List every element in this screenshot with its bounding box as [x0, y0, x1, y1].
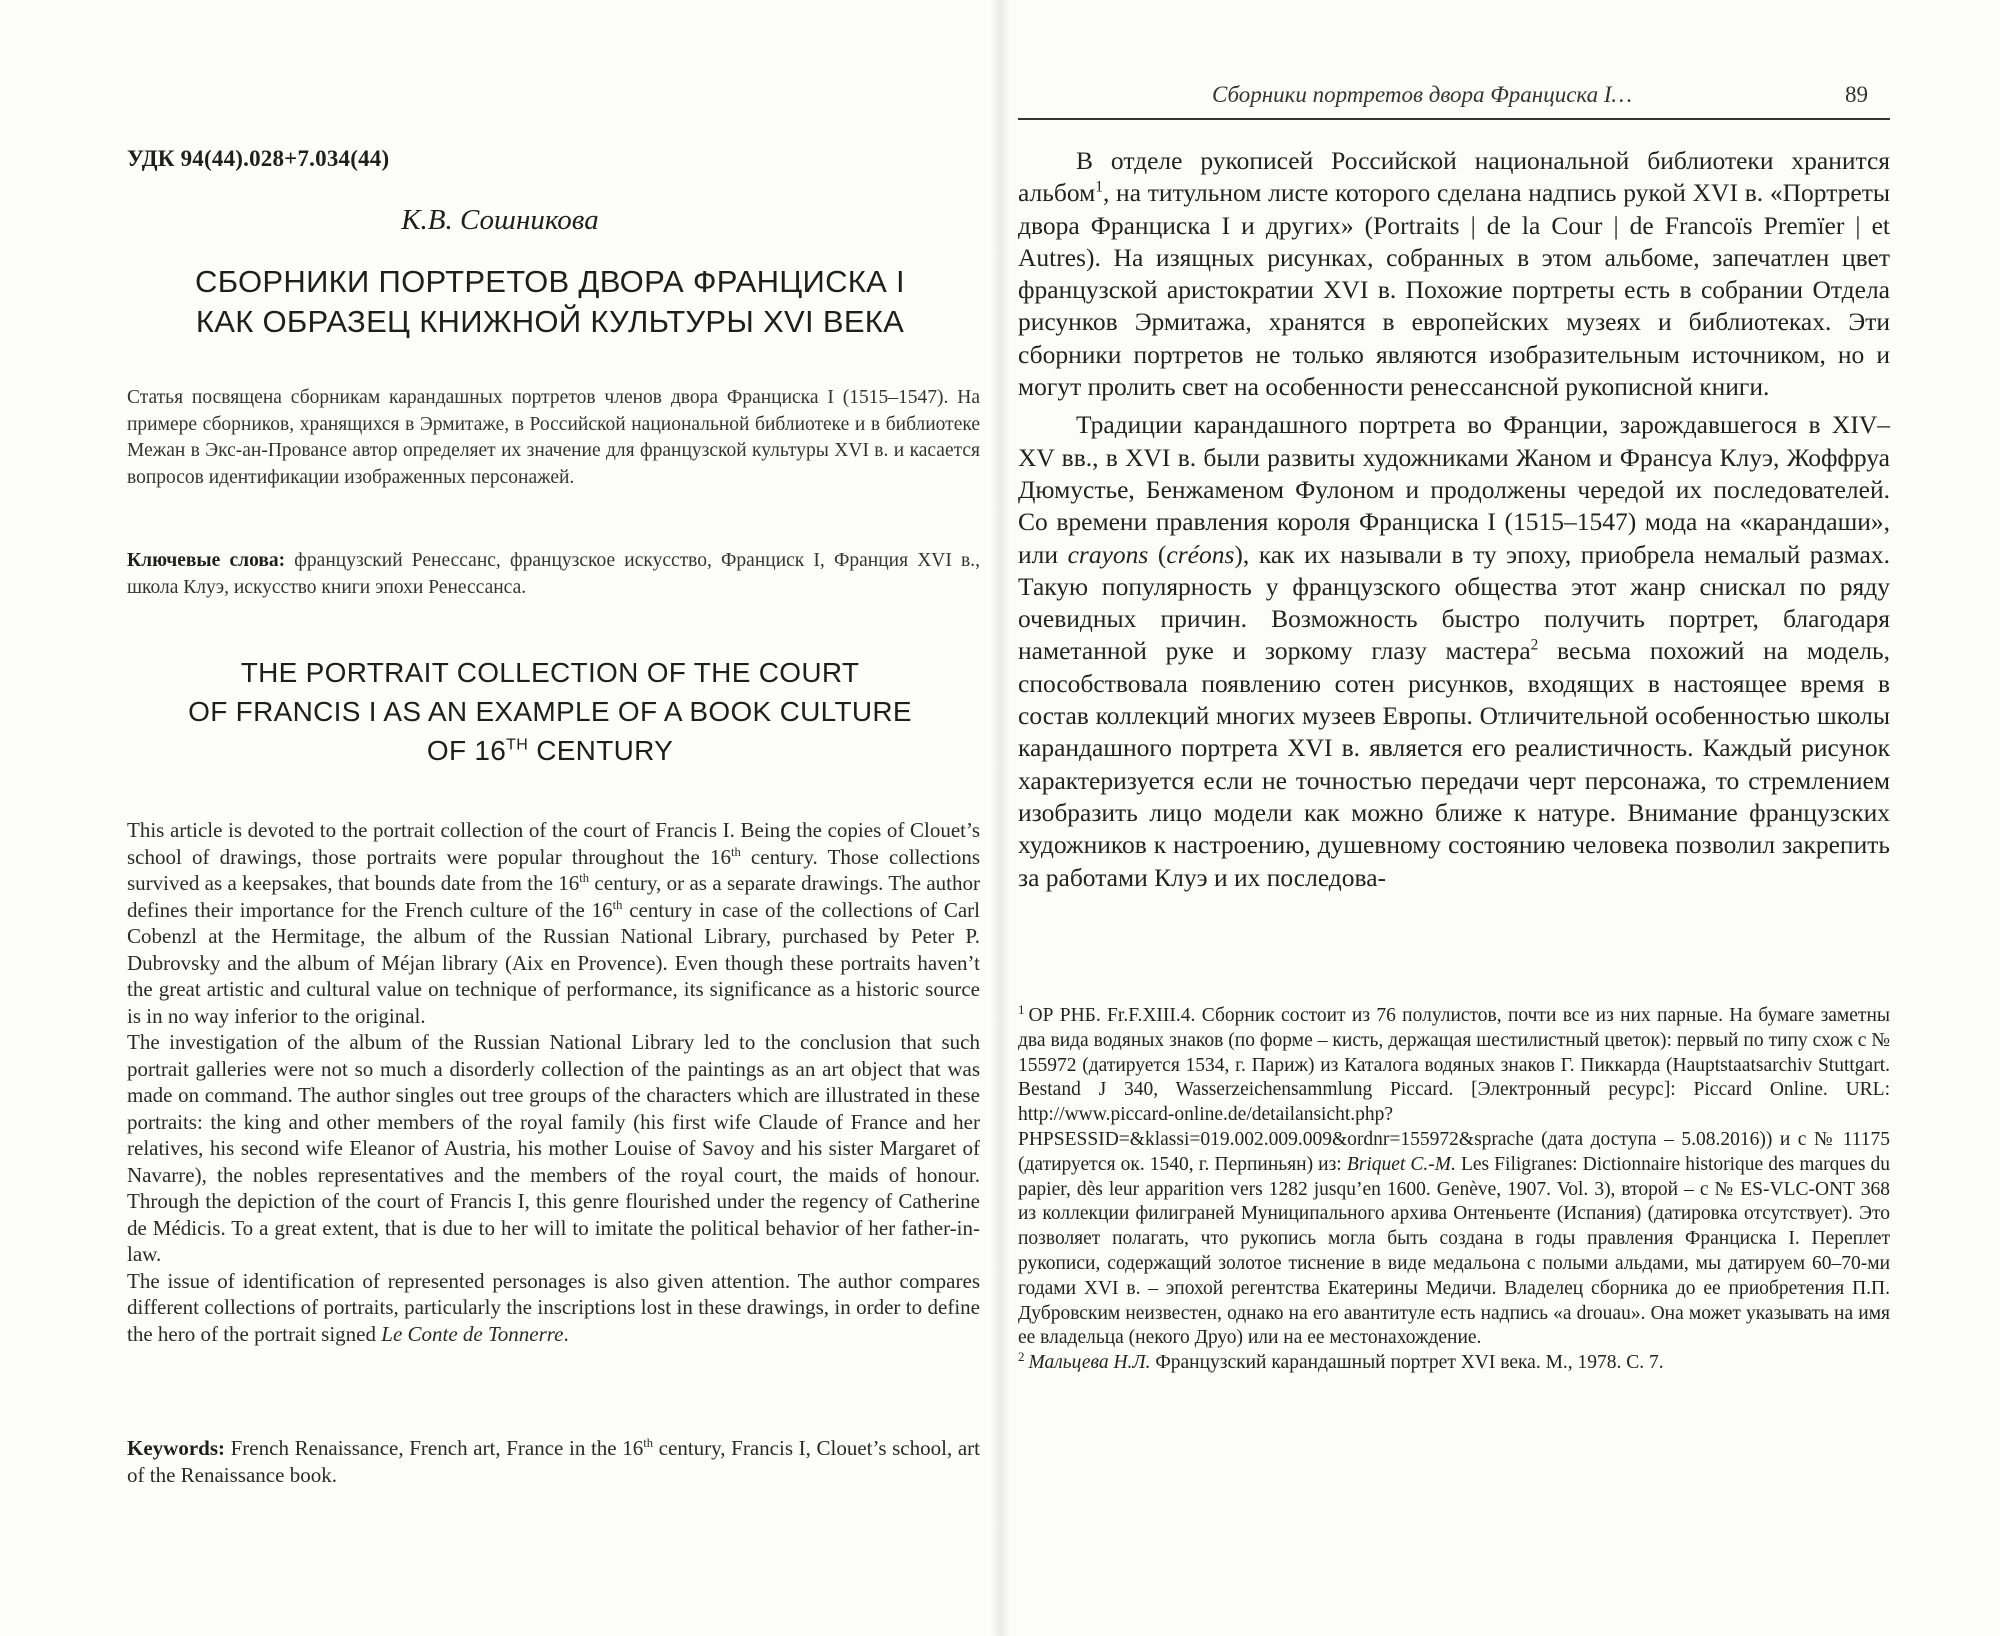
title-russian	[120, 262, 980, 342]
footnote-1-italic: Briquet C.-M.	[1346, 1153, 1456, 1175]
abstract-en-p1-part-a: This article is devoted to the portrait collection of the court of Francis I. Being the copies of Clouet’s school of drawings, those portraits were popular throughout the 16	[127, 818, 980, 869]
running-title: Сборники портретов двора Франциска I…	[1212, 82, 1632, 107]
keywords-ru-text: французский Ренессанс, французское искусство, Франциск I, Франция XVI в., школа Клуэ, искусство книги эпохи Ренессанса.	[127, 550, 980, 598]
abstract-en-p3-italic: Le Conte de Tonnerre	[381, 1321, 564, 1346]
udc-code: УДК 94(44).028+7.034(44)	[127, 146, 390, 171]
title-en-line-3-start: OF 16	[426, 735, 507, 766]
footnote-1-part-b: Les Filigranes: Dictionnaire historique des marques du papier, dès leur apparition vers 1282 jusqu’en 1600. Genève, 1907. Vol. 3), второй – с № ES-VLC-ONT 368 из коллекции филиграней Муниципального архива Онтеньенте (Испания) (датировка отсутствует). Это позволяет полагать, что рукопись могла быть создана в годы правления Франциска I. Переплет рукописи, содержащий золотое тиснение в виде медальона с полыми альдами, мы датируем 60–70-ми годами XVI в. – эпохой регентства Екатерины Медичи. Владелец сборника до ее приобретения П.П. Дубровским неизвестен, однако на его авантитуле есть надпись «a drouau». Она может указывать на имя ее владельца (некого Друо) или на ее местонахождение.	[1018, 1153, 1890, 1349]
abstract-en-p1-part-d: century in case of the collections of Carl Cobenzl at the Hermitage, the album of the Russian National Library, purchased by Peter P. Dubrovsky and the album of Méjan library (Aix en Provence). Even though these portraits haven’t the great artistic and cultural value on technique of performance, its significance as a historic source is in no way inferior to the original.	[127, 897, 980, 1028]
body-p2-italic-1: crayons	[1067, 539, 1149, 569]
keywords-russian	[127, 548, 980, 601]
page-number: 89	[1845, 82, 1868, 107]
title-en-superscript: TH	[506, 736, 529, 754]
body-p1-part-b: , на титульном листе которого сделана надпись рукой XVI в. «Портреты двора Франциска I и других» (Portraits | de la Cour | de Francoïs Premïer | et Autres). На изящных рисунках, собранных в этом альбоме, запечатлен цвет французской аристократии XVI в. Похожие портреты есть в собрании Отдела рисунков Эрмитажа, хранятся в европейских музеях и библиотеках. Эти сборники портретов не только являются изобразительным источником, но и могут пролить свет на особенности ренессансной рукописной книги.	[1018, 178, 1890, 402]
keywords-ru-label: Ключевые слова:	[127, 550, 286, 571]
footnote-1-part-a: ОР РНБ. Fr.F.XIII.4. Сборник состоит из 76 полулистов, почти все из них парные. На бумаге заметны два вида водяных знаков (по форме – кисть, держащая шестилистный цветок): первый по типу схож с № 155972 (датируется 1534, г. Париж) из Каталога водяных знаков Г. Пиккарда (Hauptstaatsarchiv Stuttgart. Bestand J 340, Wasserzeichensammlung Piccard. [Электронный ресурс]: Piccard Online. URL: http://www.piccard-online.de/detailansicht.php?PHPSESSID=&klassi=019.002.009.009&ordnr=155972&sprache (дата доступа – 5.08.2016)) и с № 11175 (датируется ок. 1540, г. Перпиньян) из:	[1018, 1005, 1890, 1175]
abstract-en-paragraph-3	[127, 1268, 980, 1348]
body-p2-part-a: Традиции карандашного портрета во Франции, зарождавшегося в XIV–XV вв., в XVI в. были развиты художниками Жаном и Франсуа Клуэ, Жоффруа Дюмустье, Бенжаменом Фулоном и продолжены чередой их последователей. Со времени правления короля Франциска I (1515–1547) мода на «карандаши», или	[1018, 410, 1890, 569]
title-ru-line-2: КАК ОБРАЗЕЦ КНИЖНОЙ КУЛЬТУРЫ XVI ВЕКА	[195, 304, 905, 339]
abstract-en-p3-part-a: The issue of identification of represented personages is also given attention. The author compares different collections of portraits, particularly the inscriptions lost in these drawings, in order to define the hero of the portrait signed	[127, 1268, 980, 1346]
abstract-en-p1-part-c: century, or as a separate drawings. The author defines their importance for the French culture of the 16	[127, 871, 980, 922]
title-english	[120, 653, 980, 770]
title-en-line-2: OF FRANCIS I AS AN EXAMPLE OF A BOOK CULTURE	[188, 696, 912, 727]
header-rule	[1018, 118, 1890, 120]
body-p2-italic-2: créons	[1166, 539, 1235, 569]
footnote-ref-2[interactable]: 2	[1530, 636, 1539, 654]
abstract-en-paragraph-1	[127, 817, 980, 1029]
footnote-2-part-b: Французский карандашный портрет XVI века. М., 1978. С. 7.	[1150, 1352, 1664, 1374]
abstract-en-p1-sup-2: th	[579, 871, 590, 885]
keywords-en-sup: th	[643, 1436, 654, 1450]
footnote-2	[1018, 1348, 1890, 1376]
title-en-line-3-end: CENTURY	[528, 735, 674, 766]
body-paragraph-1	[1018, 145, 1890, 403]
abstract-en-p1-sup-3: th	[612, 897, 623, 912]
author-name: К.В. Сошникова	[401, 204, 599, 236]
abstract-en-p1-sup-1: th	[730, 844, 741, 859]
body-p2-part-d: весьма похожий на модель, способствовала появлению сотен рисунков, входящих в настоящее время в состав коллекций многих музеев Европы. Отличительной особенностью школы карандашного портрета XVI в. является его реалистичность. Каждый рисунок характеризуется если не точностью передачи черт персонажа, то стремлением изобразить лицо модели как можно ближе к натуре. Внимание французских художников к настроению, душевному состоянию человека позволил закрепить за работами Клуэ и их последова-	[1018, 636, 1890, 892]
body-p1-part-a: В отделе рукописей Российской национальной библиотеки хранится альбом	[1018, 146, 1890, 208]
footnote-2-mark: 2	[1018, 1348, 1025, 1364]
footnote-1	[1018, 1001, 1890, 1351]
title-en-line-3	[120, 731, 980, 770]
title-en-line-1: THE PORTRAIT COLLECTION OF THE COURT	[240, 657, 860, 688]
keywords-en-part-b: century, Francis I, Clouet’s school, art of the Renaissance book.	[127, 1436, 980, 1487]
footnote-1-mark: 1	[1018, 1001, 1025, 1017]
main-body-text	[1018, 145, 1890, 894]
keywords-en-part-a: French Renaissance, French art, France in the 16	[225, 1436, 644, 1460]
footnote-2-italic: Мальцева Н.Л.	[1028, 1352, 1151, 1374]
footnote-ref-1[interactable]: 1	[1095, 178, 1103, 196]
body-p2-part-b: (	[1148, 539, 1167, 569]
abstract-en-p1-part-b: century. Those collections survived as a keepsakes, that bounds date from the 16	[127, 844, 980, 895]
body-paragraph-2	[1018, 409, 1890, 893]
abstract-russian: Статья посвящена сборникам карандашных портретов членов двора Франциска I (1515–1547). На примере сборников, хранящихся в Эрмитаже, в Российской национальной библиотеке и в библиотеке Межан в Экс-ан-Провансе автор определяет их значение для французской культуры XVI в. и касается вопросов идентификации изображенных персонажей.	[127, 387, 980, 488]
title-ru-line-1: СБОРНИКИ ПОРТРЕТОВ ДВОРА ФРАНЦИСКА I	[195, 264, 905, 299]
footnotes	[1018, 1001, 1890, 1376]
keywords-english	[127, 1435, 980, 1488]
abstract-en-paragraph-2: The investigation of the album of the Russian National Library led to the conclusion that such portrait galleries were not so much a disorderly collection of the paintings as an art object that was made on command. The author singles out tree groups of the characters which are illustrated in these portraits: the king and other members of the royal family (his first wife Claude of France and her relatives, his second wife Eleanor of Austria, his mother Louise of Savoy and his sister Margaret of Navarre), the nobles representatives and the members of the royal court, the maids of honour. Through the depiction of the court of Francis I, this genre flourished under the regency of Catherine de Médicis. To a great extent, that is due to her will to imitate the political behavior of her father-in-law.	[127, 1030, 980, 1266]
book-spine	[990, 0, 1010, 1636]
abstract-en-p3-part-b: .	[563, 1321, 569, 1346]
abstract-english	[127, 817, 980, 1347]
body-p2-part-c: ), как их называли в ту эпоху, приобрела немалый размах. Такую популярность у французского общества этот жанр снискал по ряду очевидных причин. Возможность быстро получить портрет, благодаря наметанной руке и зоркому глазу мастера	[1018, 539, 1890, 666]
keywords-en-label: Keywords:	[127, 1436, 225, 1460]
